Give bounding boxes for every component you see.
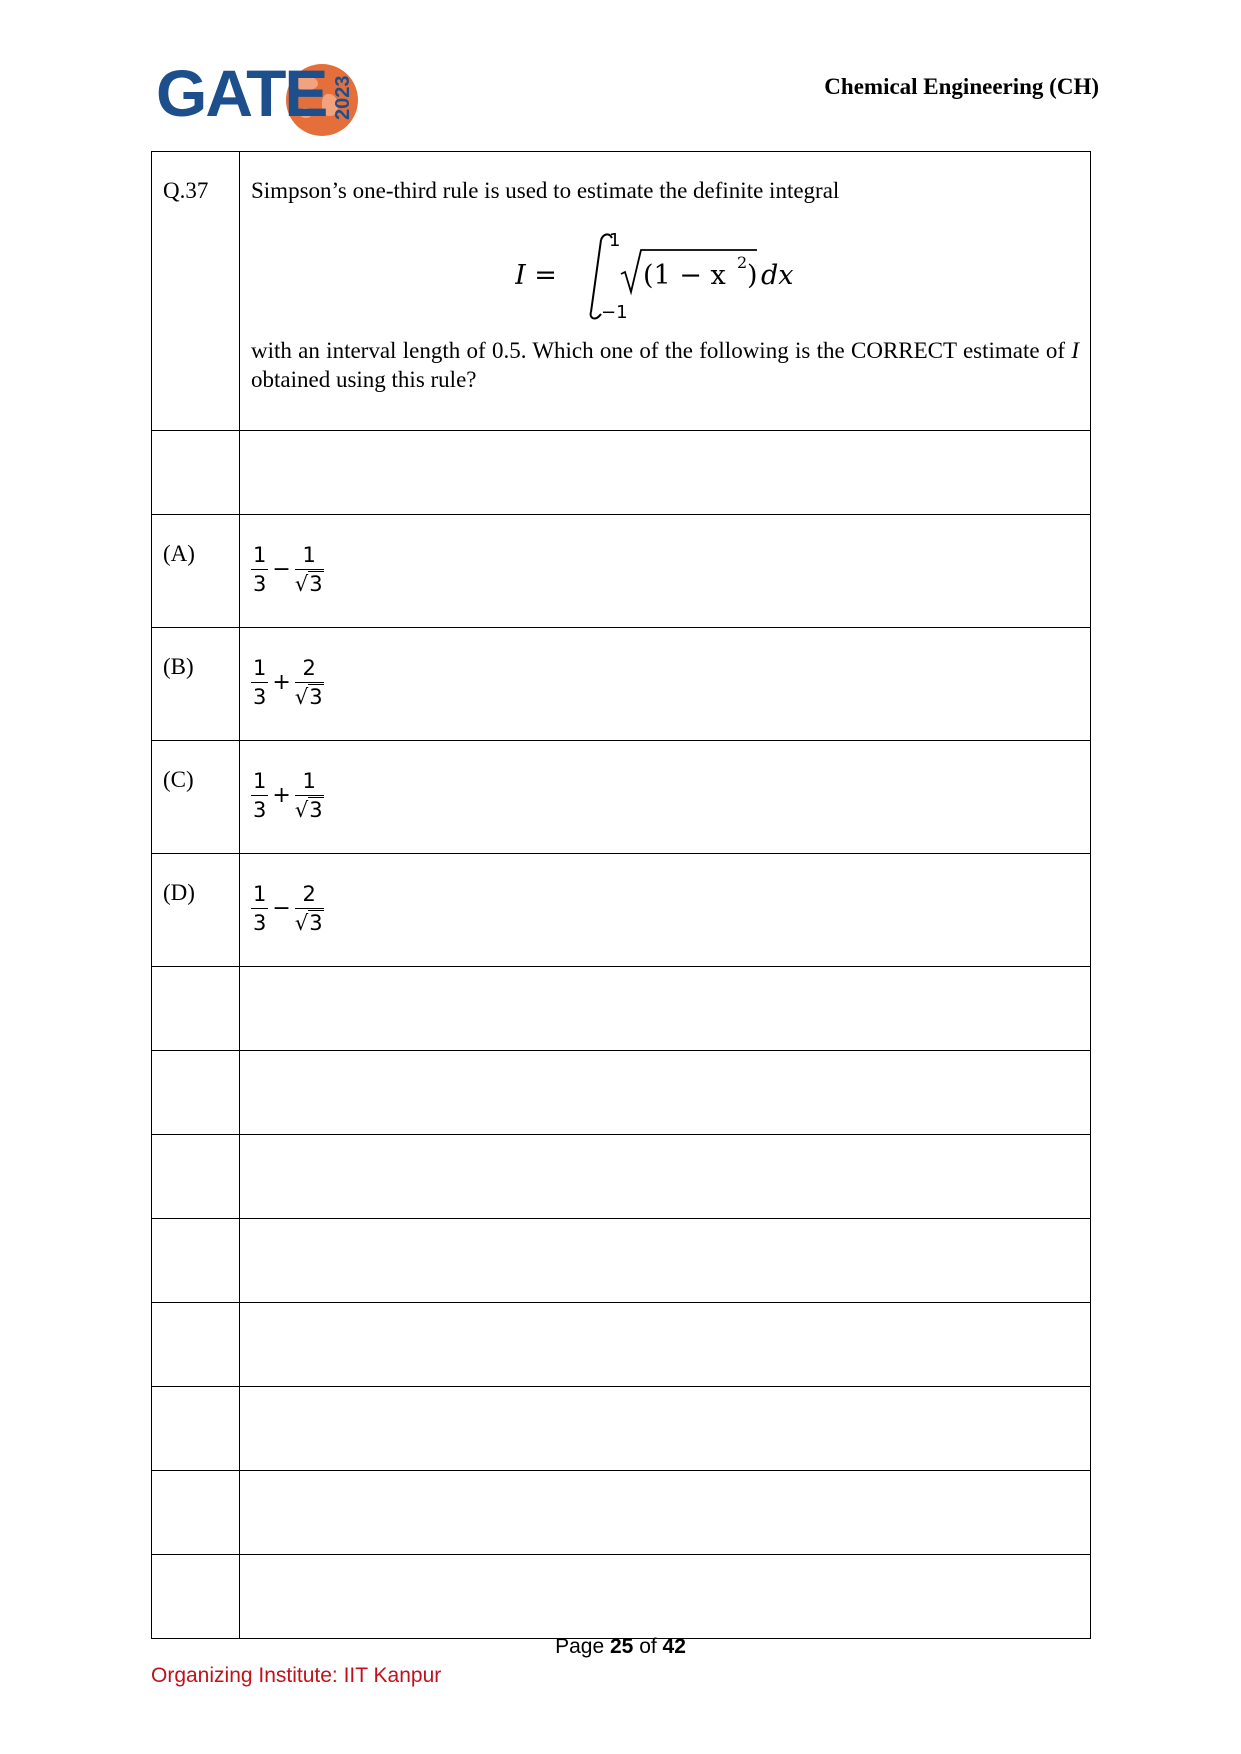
fraction: $\frac{1}{√3}$ bbox=[294, 543, 323, 596]
stem-after bbox=[251, 336, 1079, 394]
operator: + bbox=[272, 670, 291, 695]
integral-svg bbox=[515, 226, 815, 326]
fraction: $\frac{1}{3}$ bbox=[253, 543, 267, 596]
question-table bbox=[151, 151, 1091, 1639]
blank-row bbox=[152, 431, 1091, 515]
blank-row bbox=[152, 1219, 1091, 1303]
blank-row bbox=[152, 967, 1091, 1051]
option-label: (B) bbox=[152, 628, 240, 741]
option-value bbox=[240, 628, 1091, 741]
option-value bbox=[240, 515, 1091, 628]
stem-after-text-2: obtained using this rule? bbox=[251, 367, 477, 392]
blank-row bbox=[152, 1135, 1091, 1219]
subject-title: Chemical Engineering (CH) bbox=[824, 74, 1099, 99]
blank-row bbox=[152, 1051, 1091, 1135]
option-row-b bbox=[152, 628, 1091, 741]
logo-text: GATE bbox=[156, 56, 327, 130]
formula-lower: −1 bbox=[601, 302, 628, 323]
formula-dx: dx bbox=[761, 260, 794, 291]
formula-integrand: (1 − x bbox=[643, 260, 726, 291]
option-row-d bbox=[152, 854, 1091, 967]
option-label: (D) bbox=[152, 854, 240, 967]
blank-row bbox=[152, 1387, 1091, 1471]
question-row bbox=[152, 152, 1091, 431]
blank-row bbox=[152, 1555, 1091, 1639]
option-label: (A) bbox=[152, 515, 240, 628]
stem-intro: Simpson’s one-third rule is used to estimate the definite integral bbox=[251, 178, 840, 203]
question-stem bbox=[240, 152, 1091, 431]
fraction: $\frac{1}{3}$ bbox=[253, 882, 267, 935]
fraction: $\frac{2}{√3}$ bbox=[294, 882, 323, 935]
option-label: (C) bbox=[152, 741, 240, 854]
formula-lhs: I = bbox=[515, 260, 557, 291]
stem-after-text-1: with an interval length of 0.5. Which one of the following is the CORRECT estimate of bbox=[251, 338, 1066, 363]
page-number: Page 25 of 42 bbox=[555, 1635, 686, 1658]
option-row-a bbox=[152, 515, 1091, 628]
gate-logo bbox=[156, 58, 356, 138]
organizer-text: Organizing Institute: IIT Kanpur bbox=[151, 1664, 442, 1687]
formula-exponent: 2 bbox=[737, 253, 748, 272]
operator: − bbox=[272, 557, 291, 582]
fraction: $\frac{1}{3}$ bbox=[253, 656, 267, 709]
formula-close: ) bbox=[747, 260, 758, 291]
stem-variable: I bbox=[1071, 338, 1080, 363]
fraction: $\frac{1}{√3}$ bbox=[294, 769, 323, 822]
fraction: $\frac{1}{3}$ bbox=[253, 769, 267, 822]
integral-formula bbox=[251, 226, 1079, 326]
option-value bbox=[240, 741, 1091, 854]
blank-row bbox=[152, 1471, 1091, 1555]
option-row-c bbox=[152, 741, 1091, 854]
operator: − bbox=[272, 896, 291, 921]
question-number: Q.37 bbox=[152, 152, 240, 431]
blank-row bbox=[152, 1303, 1091, 1387]
fraction: $\frac{2}{√3}$ bbox=[294, 656, 323, 709]
logo-year: 2023 bbox=[332, 75, 354, 121]
operator: + bbox=[272, 783, 291, 808]
option-value bbox=[240, 854, 1091, 967]
formula-upper: 1 bbox=[609, 230, 621, 251]
